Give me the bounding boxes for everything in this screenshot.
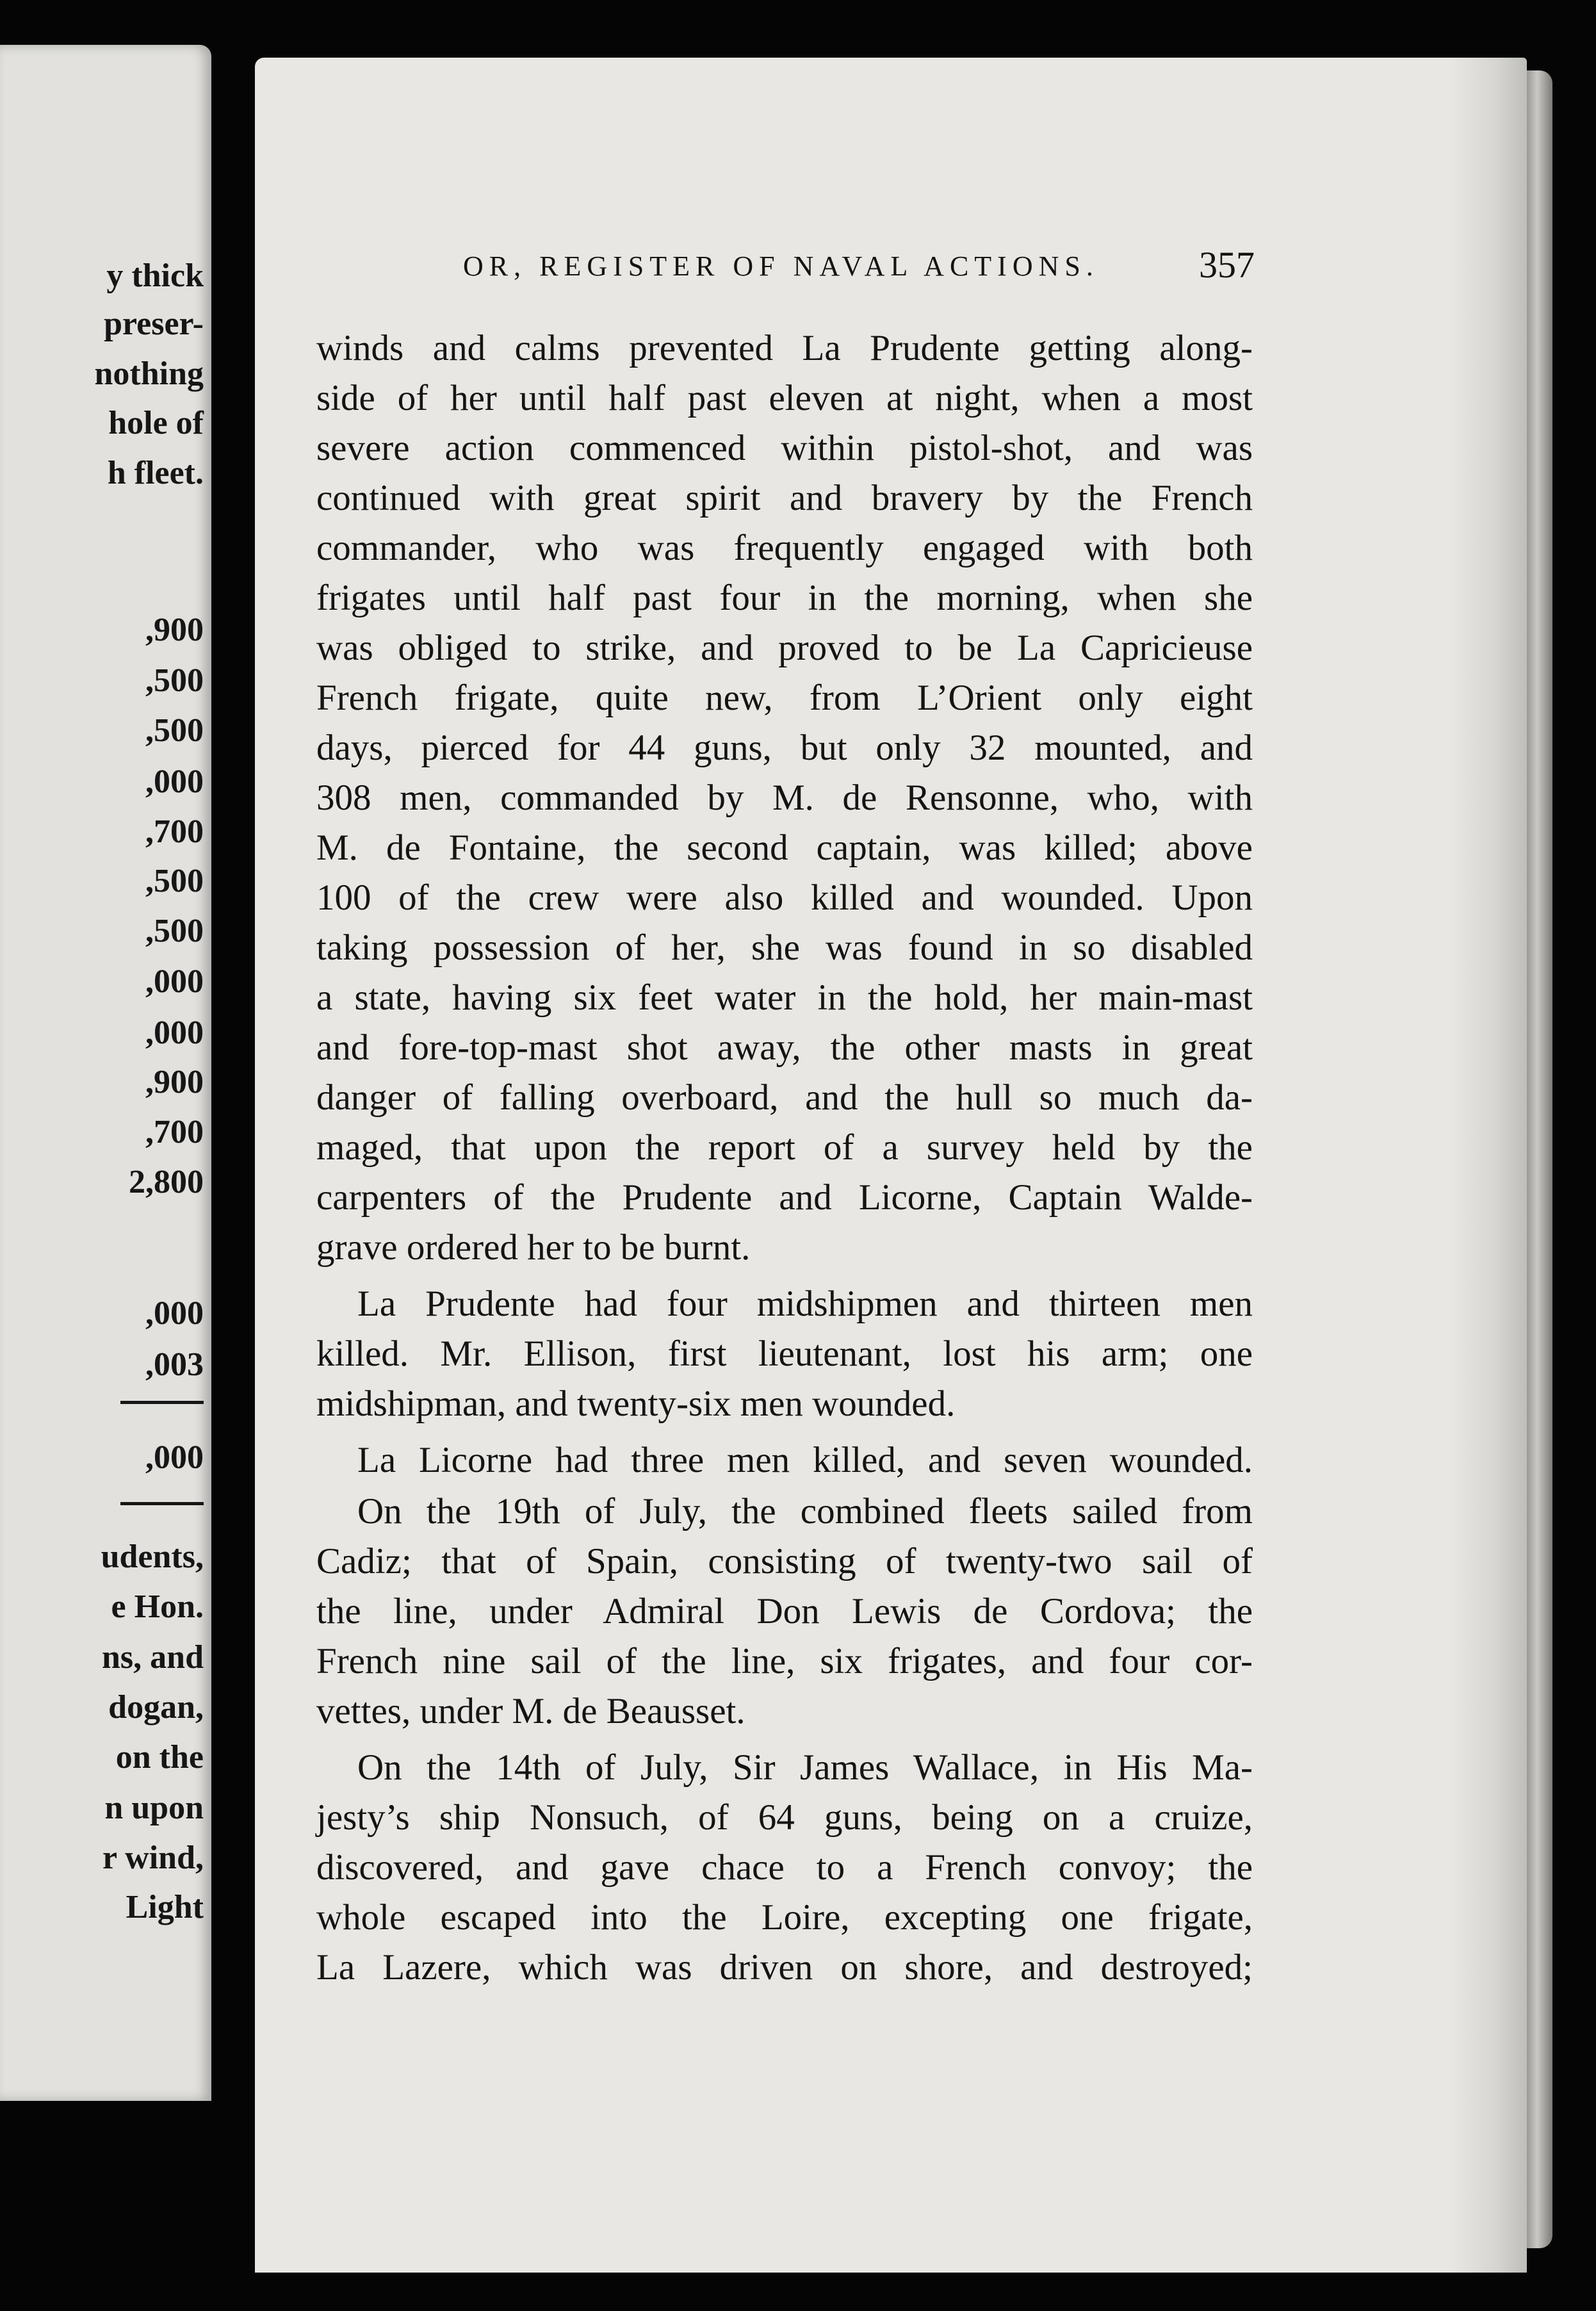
left-page-line: on the bbox=[115, 1739, 204, 1776]
text-line: carpenters of the Prudente and Licorne, Captain Walde- bbox=[316, 1177, 1253, 1218]
left-page-line: 2,800 bbox=[129, 1164, 204, 1200]
left-page-line: ,900 bbox=[145, 1064, 204, 1100]
text-line: On the 19th of July, the combined fleets sailed from bbox=[357, 1491, 1253, 1531]
text-line: La Prudente had four midshipmen and thirteen men bbox=[357, 1284, 1253, 1324]
left-page-rule bbox=[120, 1401, 204, 1404]
text-line: jesty’s ship Nonsuch, of 64 guns, being on a cruize, bbox=[316, 1797, 1253, 1838]
text-line: killed. Mr. Ellison, first lieutenant, lost his arm; one bbox=[316, 1334, 1253, 1374]
page-edge bbox=[1527, 70, 1552, 2248]
text-line: was obliged to strike, and proved to be La Capricieuse bbox=[316, 628, 1253, 668]
left-page-line: udents, bbox=[101, 1539, 204, 1575]
left-page-line: ,000 bbox=[145, 963, 204, 1000]
text-line: 308 men, commanded by M. de Rensonne, who, with bbox=[316, 778, 1253, 818]
text-line: the line, under Admiral Don Lewis de Cordova; the bbox=[316, 1591, 1253, 1631]
left-page-line: ,000 bbox=[145, 1295, 204, 1332]
left-page-line: ns, and bbox=[102, 1639, 204, 1676]
left-page-line: r wind, bbox=[102, 1840, 204, 1876]
text-line: La Licorne had three men killed, and seven wounded. bbox=[357, 1440, 1253, 1480]
text-line: M. de Fontaine, the second captain, was killed; above bbox=[316, 828, 1253, 868]
text-line: days, pierced for 44 guns, but only 32 mounted, and bbox=[316, 728, 1253, 768]
left-page-line: ,000 bbox=[145, 1015, 204, 1051]
text-line: danger of falling overboard, and the hull so much da- bbox=[316, 1077, 1253, 1118]
left-page-line: ,700 bbox=[145, 813, 204, 850]
text-line: maged, that upon the report of a survey held by the bbox=[316, 1127, 1253, 1168]
left-page bbox=[0, 45, 211, 2101]
text-line: winds and calms prevented La Prudente getting along- bbox=[316, 328, 1253, 368]
text-line: a state, having six feet water in the hold, her main-mast bbox=[316, 977, 1253, 1018]
text-line: Cadiz; that of Spain, consisting of twenty-two sail of bbox=[316, 1541, 1253, 1581]
page-number: 357 bbox=[1199, 244, 1255, 286]
left-page-line: ,000 bbox=[145, 764, 204, 800]
text-line: severe action commenced within pistol-shot, and was bbox=[316, 428, 1253, 468]
text-line: 100 of the crew were also killed and wounded. Upon bbox=[316, 878, 1253, 918]
left-page-line: ,500 bbox=[145, 913, 204, 949]
text-line: vettes, under M. de Beausset. bbox=[316, 1691, 745, 1731]
page-shadow bbox=[1450, 58, 1527, 2273]
left-page-line: h fleet. bbox=[107, 455, 204, 491]
text-line: grave ordered her to be burnt. bbox=[316, 1227, 751, 1268]
text-line: midshipman, and twenty-six men wounded. bbox=[316, 1384, 956, 1424]
left-page-line: ,700 bbox=[145, 1114, 204, 1150]
left-page-line: nothing bbox=[94, 355, 204, 392]
left-page-line: Light bbox=[126, 1889, 204, 1925]
left-page-rule bbox=[120, 1502, 204, 1505]
left-page-line: ,003 bbox=[145, 1346, 204, 1383]
text-line: and fore-top-mast shot away, the other masts in great bbox=[316, 1027, 1253, 1068]
text-line: La Lazere, which was driven on shore, and destroyed; bbox=[316, 1947, 1253, 1988]
text-line: taking possession of her, she was found in so disabled bbox=[316, 927, 1253, 968]
left-page-line: ,000 bbox=[145, 1439, 204, 1476]
left-page-line: y thick bbox=[106, 257, 204, 294]
left-page-line: ,500 bbox=[145, 863, 204, 899]
right-page bbox=[255, 58, 1527, 2273]
text-line: commander, who was frequently engaged with both bbox=[316, 528, 1253, 568]
left-page-line: ,500 bbox=[145, 662, 204, 699]
text-line: continued with great spirit and bravery by the French bbox=[316, 478, 1253, 518]
text-line: side of her until half past eleven at night, when a most bbox=[316, 378, 1253, 418]
left-page-line: n upon bbox=[104, 1790, 204, 1826]
running-head: OR, REGISTER OF NAVAL ACTIONS. bbox=[463, 250, 1099, 282]
left-page-line: hole of bbox=[108, 405, 204, 441]
text-line: frigates until half past four in the morning, when she bbox=[316, 578, 1253, 618]
left-page-line: ,500 bbox=[145, 712, 204, 749]
text-line: French frigate, quite new, from L’Orient only eight bbox=[316, 678, 1253, 718]
left-page-line: e Hon. bbox=[111, 1588, 204, 1625]
text-line: whole escaped into the Loire, excepting one frigate, bbox=[316, 1897, 1253, 1938]
text-line: On the 14th of July, Sir James Wallace, in His Ma- bbox=[357, 1747, 1253, 1788]
left-page-line: preser- bbox=[104, 306, 204, 342]
text-line: discovered, and gave chace to a French convoy; the bbox=[316, 1847, 1253, 1888]
text-line: French nine sail of the line, six frigates, and four cor- bbox=[316, 1641, 1253, 1681]
left-page-line: ,900 bbox=[145, 612, 204, 648]
left-page-line: dogan, bbox=[108, 1689, 204, 1726]
